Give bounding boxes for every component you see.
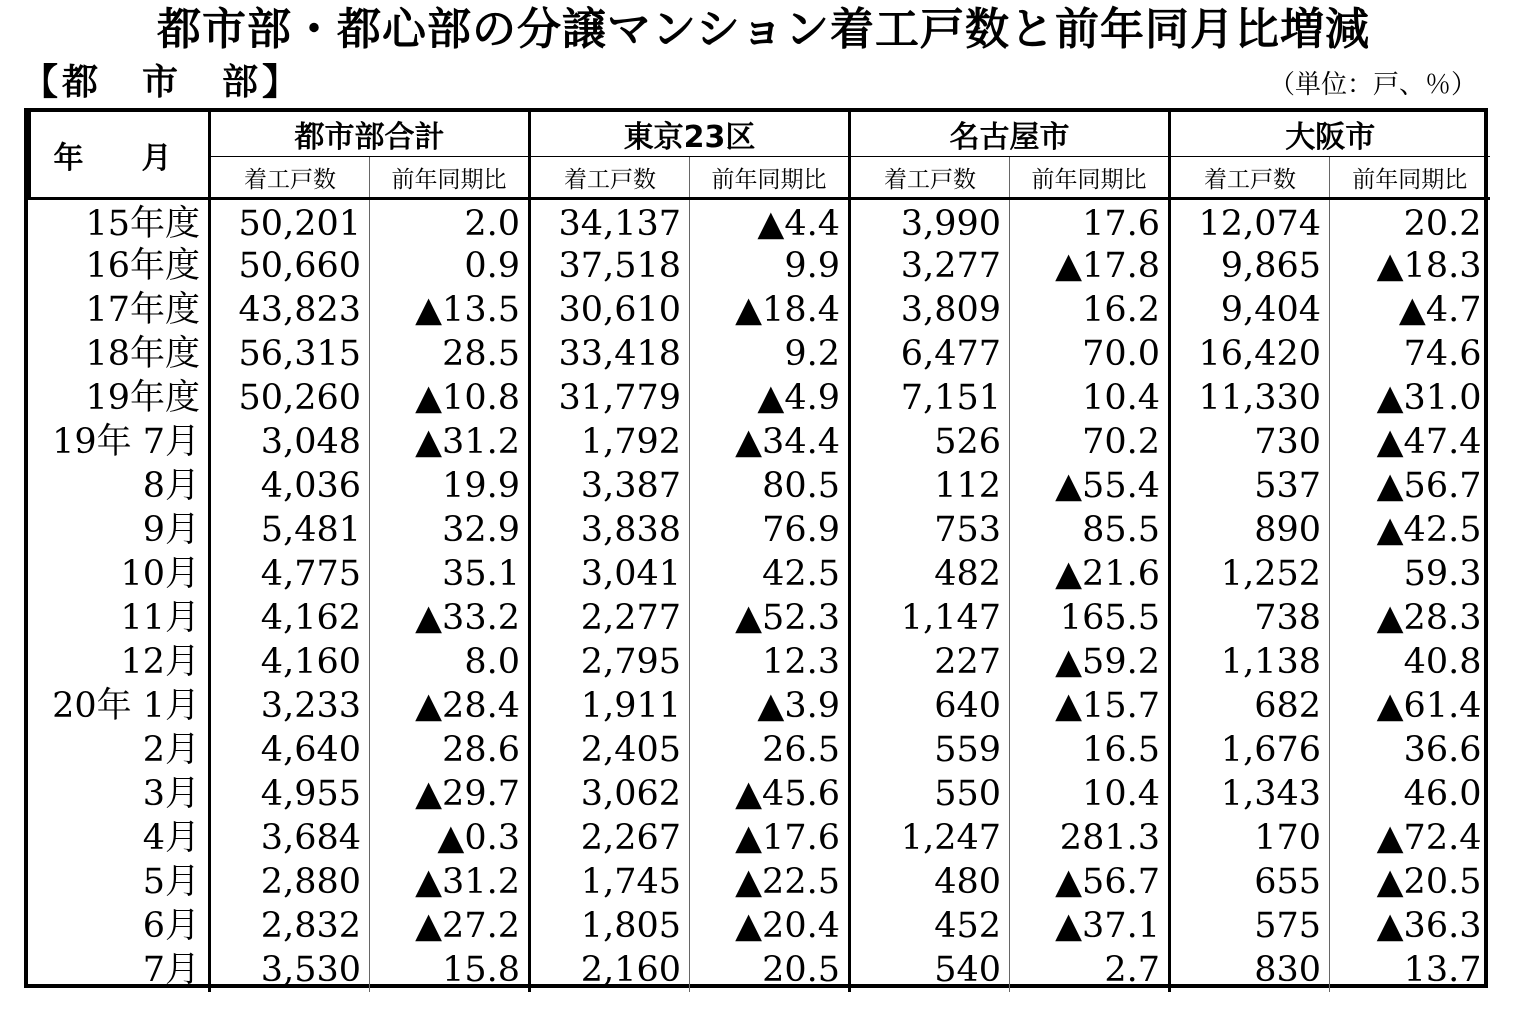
yoy-change-cell: 281.3	[1010, 816, 1170, 860]
yoy-change-cell: ▲42.5	[1330, 508, 1490, 552]
starts-cell: 655	[1170, 860, 1330, 904]
unit-note: （単位：戸、％）	[1268, 70, 1477, 100]
starts-cell: 730	[1170, 420, 1330, 464]
yoy-change-cell: ▲31.2	[370, 860, 530, 904]
yoy-change-cell: ▲15.7	[1010, 684, 1170, 728]
starts-cell: 1,805	[530, 904, 690, 948]
yoy-change-cell: ▲27.2	[370, 904, 530, 948]
table-row	[30, 948, 1490, 992]
row-label: 19年 7月	[52, 422, 200, 462]
yoy-change-cell: 46.0	[1330, 772, 1490, 816]
yoy-change-cell: 19.9	[370, 464, 530, 508]
starts-cell: 550	[850, 772, 1010, 816]
yoy-change-cell: 70.2	[1010, 420, 1170, 464]
yoy-change-cell: ▲17.8	[1010, 244, 1170, 288]
group-header-nagoya: 名古屋市	[850, 112, 1170, 157]
starts-cell: 526	[850, 420, 1010, 464]
yoy-change-cell: ▲45.6	[690, 772, 850, 816]
yoy-change-cell: ▲10.8	[370, 376, 530, 420]
row-label: 3月	[142, 774, 200, 814]
row-label: 18年度	[85, 334, 200, 374]
sub-header-yoy: 前年同期比	[1330, 157, 1490, 199]
starts-cell: 2,160	[530, 948, 690, 992]
starts-cell: 1,252	[1170, 552, 1330, 596]
starts-cell: 6,477	[850, 332, 1010, 376]
starts-cell: 3,990	[850, 199, 1010, 245]
table-row	[30, 860, 1490, 904]
yoy-change-cell: 32.9	[370, 508, 530, 552]
starts-cell: 1,911	[530, 684, 690, 728]
starts-cell: 3,041	[530, 552, 690, 596]
yoy-change-cell: ▲34.4	[690, 420, 850, 464]
table-row	[30, 288, 1490, 332]
starts-cell: 16,420	[1170, 332, 1330, 376]
yoy-change-cell: 35.1	[370, 552, 530, 596]
housing-starts-table	[28, 112, 1490, 992]
row-label: 15年度	[85, 204, 200, 244]
starts-cell: 31,779	[530, 376, 690, 420]
starts-cell: 37,518	[530, 244, 690, 288]
yoy-change-cell: 20.5	[690, 948, 850, 992]
starts-cell: 1,147	[850, 596, 1010, 640]
yoy-change-cell: 70.0	[1010, 332, 1170, 376]
yoy-change-cell: 16.2	[1010, 288, 1170, 332]
yoy-change-cell: ▲56.7	[1330, 464, 1490, 508]
yoy-change-cell: 165.5	[1010, 596, 1170, 640]
row-label: 20年 1月	[52, 686, 200, 726]
yoy-change-cell: 10.4	[1010, 376, 1170, 420]
yoy-change-cell: ▲52.3	[690, 596, 850, 640]
row-label: 7月	[142, 950, 200, 990]
table-row	[30, 640, 1490, 684]
yoy-change-cell: 76.9	[690, 508, 850, 552]
yoy-change-cell: ▲13.5	[370, 288, 530, 332]
yoy-change-cell: 80.5	[690, 464, 850, 508]
yoy-change-cell: ▲18.4	[690, 288, 850, 332]
starts-cell: 3,233	[210, 684, 370, 728]
yoy-change-cell: ▲47.4	[1330, 420, 1490, 464]
table-row	[30, 904, 1490, 948]
table-row	[30, 332, 1490, 376]
starts-cell: 5,481	[210, 508, 370, 552]
housing-starts-table-frame	[24, 108, 1488, 988]
starts-cell: 4,640	[210, 728, 370, 772]
starts-cell: 33,418	[530, 332, 690, 376]
yoy-change-cell: 12.3	[690, 640, 850, 684]
starts-cell: 12,074	[1170, 199, 1330, 245]
starts-cell: 50,201	[210, 199, 370, 245]
table-row	[30, 684, 1490, 728]
starts-cell: 575	[1170, 904, 1330, 948]
row-label: 16年度	[85, 246, 200, 286]
starts-cell: 227	[850, 640, 1010, 684]
starts-cell: 1,138	[1170, 640, 1330, 684]
starts-cell: 4,160	[210, 640, 370, 684]
starts-cell: 4,036	[210, 464, 370, 508]
row-label: 6月	[142, 906, 200, 946]
starts-cell: 11,330	[1170, 376, 1330, 420]
yoy-change-cell: ▲28.3	[1330, 596, 1490, 640]
table-row	[30, 508, 1490, 552]
starts-cell: 1,745	[530, 860, 690, 904]
starts-cell: 540	[850, 948, 1010, 992]
starts-cell: 3,277	[850, 244, 1010, 288]
yoy-change-cell: ▲20.4	[690, 904, 850, 948]
yoy-change-cell: ▲29.7	[370, 772, 530, 816]
starts-cell: 2,405	[530, 728, 690, 772]
yoy-change-cell: ▲55.4	[1010, 464, 1170, 508]
table-row	[30, 728, 1490, 772]
yoy-change-cell: ▲20.5	[1330, 860, 1490, 904]
yoy-change-cell: 15.8	[370, 948, 530, 992]
starts-cell: 3,809	[850, 288, 1010, 332]
yoy-change-cell: 36.6	[1330, 728, 1490, 772]
starts-cell: 3,048	[210, 420, 370, 464]
yoy-change-cell: 40.8	[1330, 640, 1490, 684]
yoy-change-cell: ▲22.5	[690, 860, 850, 904]
sub-header-starts: 着工戸数	[850, 157, 1010, 199]
starts-cell: 482	[850, 552, 1010, 596]
group-header-osaka: 大阪市	[1170, 112, 1490, 157]
yoy-change-cell: ▲37.1	[1010, 904, 1170, 948]
starts-cell: 3,838	[530, 508, 690, 552]
yoy-change-cell: 13.7	[1330, 948, 1490, 992]
sub-header-starts: 着工戸数	[210, 157, 370, 199]
starts-cell: 2,277	[530, 596, 690, 640]
starts-cell: 480	[850, 860, 1010, 904]
group-header-tokyo-23-wards: 東京23区	[530, 112, 850, 157]
table-row	[30, 596, 1490, 640]
starts-cell: 682	[1170, 684, 1330, 728]
sub-header-yoy: 前年同期比	[370, 157, 530, 199]
yoy-change-cell: 2.0	[370, 199, 530, 245]
starts-cell: 3,684	[210, 816, 370, 860]
row-label: 11月	[120, 598, 200, 638]
starts-cell: 3,062	[530, 772, 690, 816]
group-header-row	[30, 112, 1490, 157]
table-row	[30, 464, 1490, 508]
starts-cell: 50,660	[210, 244, 370, 288]
sub-header-starts: 着工戸数	[1170, 157, 1330, 199]
row-label: 9月	[142, 510, 200, 550]
yoy-change-cell: ▲18.3	[1330, 244, 1490, 288]
table-row	[30, 552, 1490, 596]
starts-cell: 452	[850, 904, 1010, 948]
table-row	[30, 376, 1490, 420]
yoy-change-cell: ▲56.7	[1010, 860, 1170, 904]
sub-header-yoy: 前年同期比	[690, 157, 850, 199]
yoy-change-cell: 0.9	[370, 244, 530, 288]
yoy-change-cell: ▲4.9	[690, 376, 850, 420]
starts-cell: 753	[850, 508, 1010, 552]
starts-cell: 170	[1170, 816, 1330, 860]
row-label: 5月	[142, 862, 200, 902]
starts-cell: 9,404	[1170, 288, 1330, 332]
yoy-change-cell: 28.6	[370, 728, 530, 772]
page-title: 都市部・都心部の分譲マンション着工戸数と前年同月比増減	[156, 4, 1371, 55]
starts-cell: 2,832	[210, 904, 370, 948]
starts-cell: 1,676	[1170, 728, 1330, 772]
table-row	[30, 816, 1490, 860]
yoy-change-cell: ▲4.7	[1330, 288, 1490, 332]
starts-cell: 56,315	[210, 332, 370, 376]
yoy-change-cell: 85.5	[1010, 508, 1170, 552]
starts-cell: 2,795	[530, 640, 690, 684]
starts-cell: 640	[850, 684, 1010, 728]
group-header-urban-total: 都市部合計	[210, 112, 530, 157]
yoy-change-cell: 16.5	[1010, 728, 1170, 772]
month-column-header: 年 月	[30, 112, 210, 199]
row-label: 8月	[142, 466, 200, 506]
yoy-change-cell: 2.7	[1010, 948, 1170, 992]
yoy-change-cell: ▲36.3	[1330, 904, 1490, 948]
yoy-change-cell: ▲0.3	[370, 816, 530, 860]
row-label: 4月	[142, 818, 200, 858]
yoy-change-cell: 28.5	[370, 332, 530, 376]
yoy-change-cell: 10.4	[1010, 772, 1170, 816]
yoy-change-cell: ▲31.0	[1330, 376, 1490, 420]
starts-cell: 1,343	[1170, 772, 1330, 816]
yoy-change-cell: 26.5	[690, 728, 850, 772]
row-label: 2月	[142, 730, 200, 770]
starts-cell: 9,865	[1170, 244, 1330, 288]
starts-cell: 559	[850, 728, 1010, 772]
table-row	[30, 244, 1490, 288]
sub-header-row	[30, 157, 1490, 199]
row-label: 10月	[120, 554, 200, 594]
yoy-change-cell: 9.9	[690, 244, 850, 288]
starts-cell: 830	[1170, 948, 1330, 992]
starts-cell: 34,137	[530, 199, 690, 245]
yoy-change-cell: 8.0	[370, 640, 530, 684]
section-label: 【都 市 部】	[22, 62, 303, 103]
starts-cell: 4,775	[210, 552, 370, 596]
starts-cell: 1,792	[530, 420, 690, 464]
row-label: 17年度	[85, 290, 200, 330]
yoy-change-cell: ▲17.6	[690, 816, 850, 860]
yoy-change-cell: 20.2	[1330, 199, 1490, 245]
yoy-change-cell: 74.6	[1330, 332, 1490, 376]
starts-cell: 890	[1170, 508, 1330, 552]
starts-cell: 1,247	[850, 816, 1010, 860]
starts-cell: 3,387	[530, 464, 690, 508]
starts-cell: 50,260	[210, 376, 370, 420]
starts-cell: 537	[1170, 464, 1330, 508]
starts-cell: 2,880	[210, 860, 370, 904]
starts-cell: 2,267	[530, 816, 690, 860]
yoy-change-cell: 9.2	[690, 332, 850, 376]
yoy-change-cell: ▲61.4	[1330, 684, 1490, 728]
row-label: 12月	[120, 642, 200, 682]
yoy-change-cell: ▲4.4	[690, 199, 850, 245]
starts-cell: 3,530	[210, 948, 370, 992]
yoy-change-cell: ▲59.2	[1010, 640, 1170, 684]
starts-cell: 30,610	[530, 288, 690, 332]
yoy-change-cell: 42.5	[690, 552, 850, 596]
starts-cell: 4,955	[210, 772, 370, 816]
starts-cell: 4,162	[210, 596, 370, 640]
yoy-change-cell: ▲28.4	[370, 684, 530, 728]
yoy-change-cell: ▲21.6	[1010, 552, 1170, 596]
table-body	[30, 199, 1490, 993]
table-row	[30, 199, 1490, 245]
table-row	[30, 772, 1490, 816]
sub-header-starts: 着工戸数	[530, 157, 690, 199]
starts-cell: 7,151	[850, 376, 1010, 420]
starts-cell: 738	[1170, 596, 1330, 640]
table-row	[30, 420, 1490, 464]
yoy-change-cell: ▲72.4	[1330, 816, 1490, 860]
starts-cell: 43,823	[210, 288, 370, 332]
yoy-change-cell: 59.3	[1330, 552, 1490, 596]
row-label: 19年度	[85, 378, 200, 418]
starts-cell: 112	[850, 464, 1010, 508]
sub-header-yoy: 前年同期比	[1010, 157, 1170, 199]
yoy-change-cell: ▲33.2	[370, 596, 530, 640]
yoy-change-cell: 17.6	[1010, 199, 1170, 245]
yoy-change-cell: ▲3.9	[690, 684, 850, 728]
yoy-change-cell: ▲31.2	[370, 420, 530, 464]
